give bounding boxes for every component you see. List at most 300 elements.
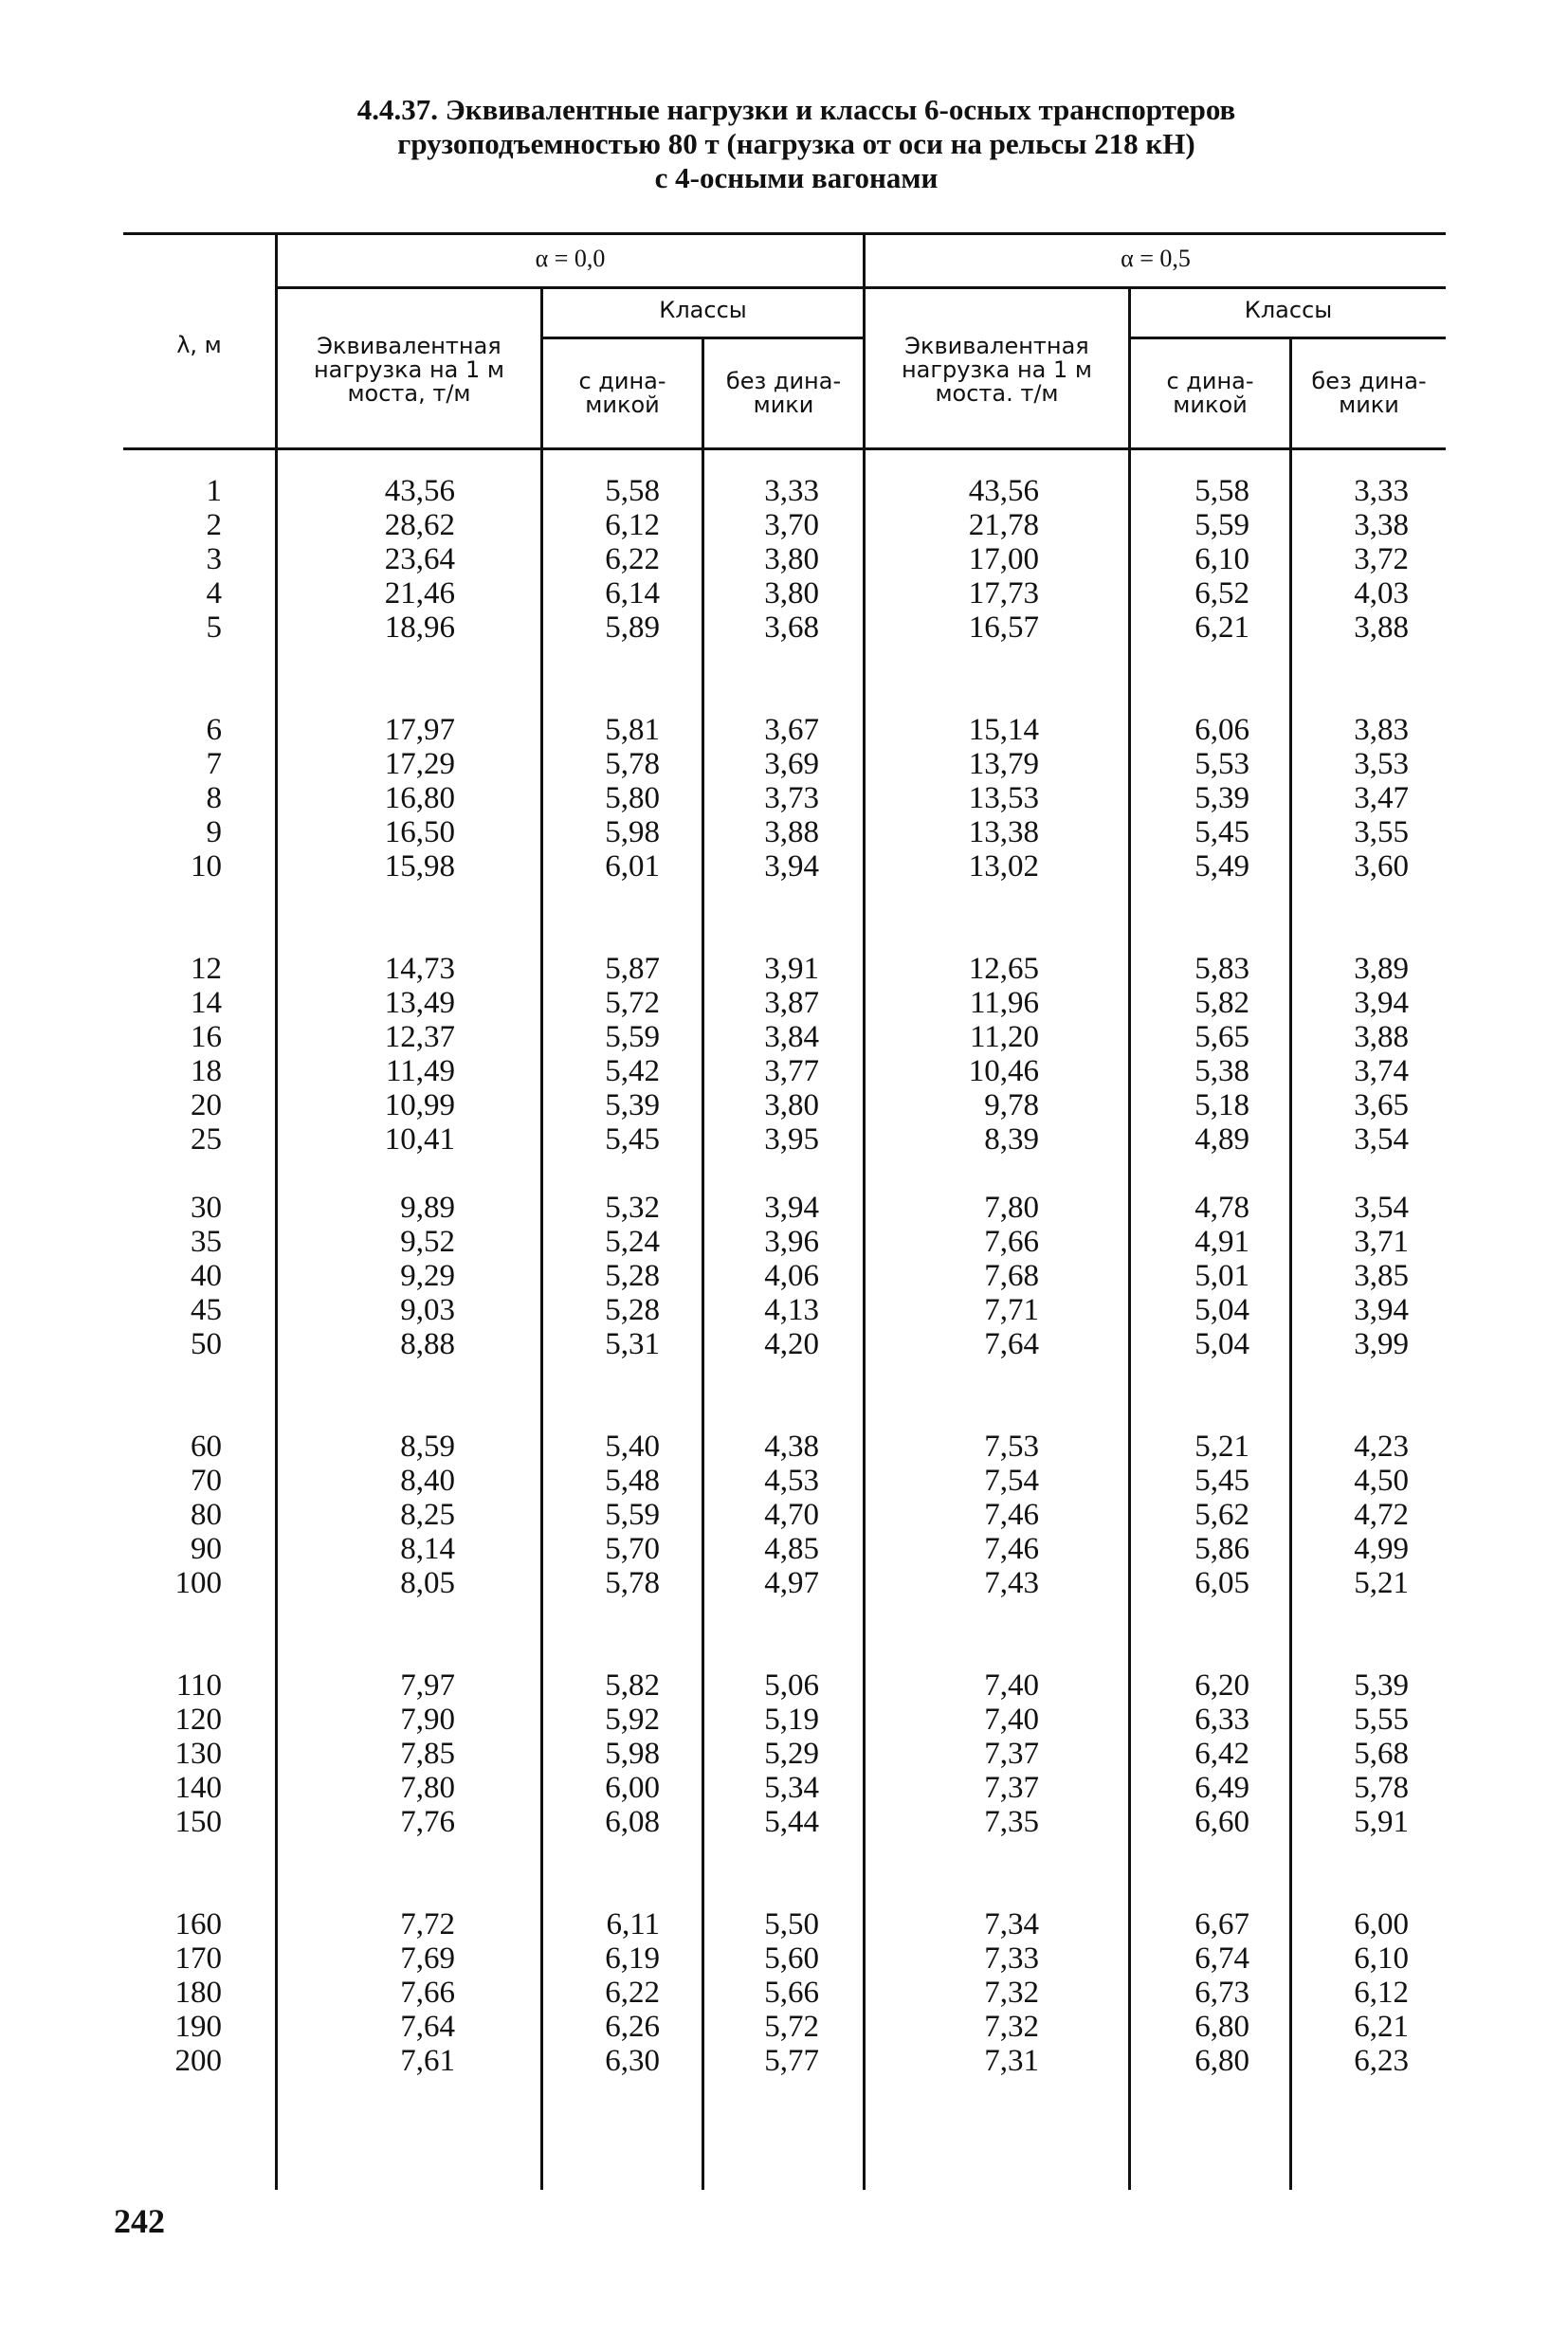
equiv-load-a0-cell: 23,64 bbox=[384, 542, 455, 576]
page-number: 242 bbox=[114, 2202, 165, 2240]
span-cell: 12 bbox=[191, 952, 222, 986]
span-cell: 4 bbox=[206, 576, 222, 611]
class-dyn-a0-cell: 5,48 bbox=[605, 1464, 660, 1498]
table-row bbox=[0, 2010, 1568, 2044]
equiv-load-a05-cell: 7,37 bbox=[984, 1737, 1039, 1771]
class-nodyn-a0-cell: 4,70 bbox=[764, 1498, 819, 1532]
span-cell: 90 bbox=[191, 1532, 222, 1566]
class-nodyn-a0-cell: 3,96 bbox=[764, 1225, 819, 1259]
class-dyn-a05-cell: 5,04 bbox=[1194, 1293, 1249, 1327]
row-group bbox=[0, 1191, 1568, 1430]
class-dyn-a05-cell: 6,80 bbox=[1194, 2010, 1249, 2044]
equiv-load-a05-cell: 17,73 bbox=[968, 576, 1039, 611]
class-dyn-a05-cell: 6,21 bbox=[1194, 611, 1249, 645]
equiv-load-a0-cell: 7,90 bbox=[400, 1703, 455, 1737]
span-cell: 9 bbox=[206, 815, 222, 849]
class-dyn-a0-cell: 5,70 bbox=[605, 1532, 660, 1566]
class-nodyn-a05-cell: 3,94 bbox=[1354, 1293, 1409, 1327]
class-nodyn-a0-cell: 3,91 bbox=[764, 952, 819, 986]
class-nodyn-a0-cell: 3,80 bbox=[764, 542, 819, 576]
equiv-load-a0-cell: 12,37 bbox=[384, 1020, 455, 1054]
table-row bbox=[0, 1327, 1568, 1361]
class-dyn-a05-cell: 5,01 bbox=[1194, 1259, 1249, 1293]
equiv-load-a0-cell: 7,85 bbox=[400, 1737, 455, 1771]
table-body bbox=[0, 474, 1568, 2146]
span-cell: 110 bbox=[175, 1668, 222, 1703]
class-nodyn-a0-cell: 3,69 bbox=[764, 747, 819, 781]
table-row bbox=[0, 1464, 1568, 1498]
class-nodyn-a05-cell: 3,85 bbox=[1354, 1259, 1409, 1293]
classes-rule-right bbox=[1128, 337, 1446, 339]
class-dyn-a05-cell: 5,49 bbox=[1194, 849, 1249, 884]
equiv-load-a0-cell: 9,29 bbox=[400, 1259, 455, 1293]
span-cell: 80 bbox=[191, 1498, 222, 1532]
equiv-load-a05-cell: 13,38 bbox=[968, 815, 1039, 849]
class-nodyn-a05-cell: 3,53 bbox=[1354, 747, 1409, 781]
equiv-load-a0-cell: 13,49 bbox=[384, 986, 455, 1020]
table-row bbox=[0, 1737, 1568, 1771]
header-without-dynamics-1 bbox=[704, 370, 863, 417]
class-nodyn-a0-cell: 4,85 bbox=[764, 1532, 819, 1566]
class-nodyn-a05-cell: 3,33 bbox=[1354, 474, 1409, 508]
equiv-load-a05-cell: 15,14 bbox=[968, 713, 1039, 747]
span-cell: 10 bbox=[191, 849, 222, 884]
table-row bbox=[0, 474, 1568, 508]
table-row bbox=[0, 1566, 1568, 1600]
class-dyn-a0-cell: 5,72 bbox=[605, 986, 660, 1020]
equiv-load-a05-cell: 7,37 bbox=[984, 1771, 1039, 1805]
span-cell: 8 bbox=[206, 781, 222, 815]
table-row bbox=[0, 1976, 1568, 2010]
equiv-load-a05-cell: 9,78 bbox=[984, 1088, 1039, 1122]
header-bottom-rule bbox=[123, 447, 1446, 450]
equiv-load-a05-cell: 13,79 bbox=[968, 747, 1039, 781]
class-nodyn-a0-cell: 3,84 bbox=[764, 1020, 819, 1054]
equiv-load-a05-cell: 7,33 bbox=[984, 1941, 1039, 1976]
class-dyn-a05-cell: 6,33 bbox=[1194, 1703, 1249, 1737]
class-nodyn-a0-cell: 5,19 bbox=[764, 1703, 819, 1737]
equiv-load-a05-cell: 7,46 bbox=[984, 1532, 1039, 1566]
header-dyn-line-1: с дина- bbox=[578, 368, 666, 394]
class-nodyn-a0-cell: 4,20 bbox=[764, 1327, 819, 1361]
class-nodyn-a0-cell: 4,13 bbox=[764, 1293, 819, 1327]
class-dyn-a05-cell: 5,83 bbox=[1194, 952, 1249, 986]
class-nodyn-a05-cell: 5,55 bbox=[1354, 1703, 1409, 1737]
class-nodyn-a05-cell: 3,71 bbox=[1354, 1225, 1409, 1259]
class-nodyn-a05-cell: 5,21 bbox=[1354, 1566, 1409, 1600]
class-nodyn-a05-cell: 3,94 bbox=[1354, 986, 1409, 1020]
class-dyn-a0-cell: 6,12 bbox=[605, 508, 660, 542]
class-nodyn-a05-cell: 3,55 bbox=[1354, 815, 1409, 849]
class-nodyn-a0-cell: 5,72 bbox=[764, 2010, 819, 2044]
header-dyn2-line-1: с дина- bbox=[1166, 368, 1254, 394]
class-dyn-a05-cell: 5,53 bbox=[1194, 747, 1249, 781]
class-nodyn-a05-cell: 6,21 bbox=[1354, 2010, 1409, 2044]
class-nodyn-a0-cell: 5,34 bbox=[764, 1771, 819, 1805]
span-cell: 30 bbox=[191, 1191, 222, 1225]
equiv-load-a05-cell: 10,46 bbox=[968, 1054, 1039, 1088]
header-equiv-load-1 bbox=[278, 335, 540, 406]
equiv-load-a0-cell: 17,97 bbox=[384, 713, 455, 747]
equiv-load-a0-cell: 28,62 bbox=[384, 508, 455, 542]
table-row bbox=[0, 1191, 1568, 1225]
equiv-load-a05-cell: 16,57 bbox=[968, 611, 1039, 645]
class-dyn-a0-cell: 5,28 bbox=[605, 1259, 660, 1293]
class-dyn-a0-cell: 5,78 bbox=[605, 1566, 660, 1600]
class-dyn-a05-cell: 6,80 bbox=[1194, 2044, 1249, 2078]
equiv-load-a0-cell: 9,89 bbox=[400, 1191, 455, 1225]
equiv-load-a05-cell: 7,46 bbox=[984, 1498, 1039, 1532]
table-row bbox=[0, 1805, 1568, 1839]
class-nodyn-a0-cell: 3,73 bbox=[764, 781, 819, 815]
class-nodyn-a0-cell: 5,77 bbox=[764, 2044, 819, 2078]
class-dyn-a0-cell: 5,89 bbox=[605, 611, 660, 645]
equiv-load-a0-cell: 14,73 bbox=[384, 952, 455, 986]
class-dyn-a05-cell: 5,86 bbox=[1194, 1532, 1249, 1566]
span-cell: 70 bbox=[191, 1464, 222, 1498]
table-row bbox=[0, 781, 1568, 815]
table-title bbox=[228, 93, 1365, 195]
class-nodyn-a0-cell: 3,87 bbox=[764, 986, 819, 1020]
equiv-load-a0-cell: 7,69 bbox=[400, 1941, 455, 1976]
class-nodyn-a05-cell: 4,99 bbox=[1354, 1532, 1409, 1566]
class-nodyn-a05-cell: 4,03 bbox=[1354, 576, 1409, 611]
equiv-load-a05-cell: 7,32 bbox=[984, 1976, 1039, 2010]
header-equiv2-line-1: Эквивалентная bbox=[904, 333, 1089, 359]
equiv-load-a0-cell: 15,98 bbox=[384, 849, 455, 884]
class-nodyn-a05-cell: 4,23 bbox=[1354, 1430, 1409, 1464]
equiv-load-a05-cell: 11,20 bbox=[969, 1020, 1039, 1054]
class-dyn-a05-cell: 4,91 bbox=[1194, 1225, 1249, 1259]
equiv-load-a0-cell: 18,96 bbox=[384, 611, 455, 645]
class-nodyn-a0-cell: 3,80 bbox=[764, 576, 819, 611]
equiv-load-a05-cell: 7,80 bbox=[984, 1191, 1039, 1225]
class-nodyn-a0-cell: 3,67 bbox=[764, 713, 819, 747]
equiv-load-a05-cell: 13,02 bbox=[968, 849, 1039, 884]
equiv-load-a0-cell: 10,41 bbox=[384, 1122, 455, 1157]
class-dyn-a05-cell: 5,38 bbox=[1194, 1054, 1249, 1088]
class-nodyn-a0-cell: 4,97 bbox=[764, 1566, 819, 1600]
class-nodyn-a05-cell: 3,65 bbox=[1354, 1088, 1409, 1122]
header-nodyn2-line-2: мики bbox=[1339, 392, 1399, 418]
table-row bbox=[0, 815, 1568, 849]
class-dyn-a05-cell: 5,04 bbox=[1194, 1327, 1249, 1361]
header-nodyn-line-2: мики bbox=[753, 392, 814, 418]
class-dyn-a05-cell: 5,18 bbox=[1194, 1088, 1249, 1122]
span-cell: 100 bbox=[174, 1566, 222, 1600]
class-nodyn-a0-cell: 3,80 bbox=[764, 1088, 819, 1122]
class-dyn-a0-cell: 5,39 bbox=[605, 1088, 660, 1122]
class-nodyn-a0-cell: 5,60 bbox=[764, 1941, 819, 1976]
header-equiv-line-2: нагрузка на 1 м bbox=[313, 356, 505, 383]
class-dyn-a05-cell: 5,65 bbox=[1194, 1020, 1249, 1054]
class-nodyn-a0-cell: 4,38 bbox=[764, 1430, 819, 1464]
class-dyn-a05-cell: 5,45 bbox=[1194, 815, 1249, 849]
equiv-load-a05-cell: 11,96 bbox=[969, 986, 1039, 1020]
span-cell: 60 bbox=[191, 1430, 222, 1464]
span-cell: 50 bbox=[191, 1327, 222, 1361]
class-dyn-a0-cell: 6,11 bbox=[606, 1907, 660, 1941]
title-line-3: с 4-осными вагонами bbox=[654, 161, 939, 194]
class-dyn-a05-cell: 4,89 bbox=[1194, 1122, 1249, 1157]
table-row bbox=[0, 508, 1568, 542]
table-row bbox=[0, 986, 1568, 1020]
class-dyn-a0-cell: 6,00 bbox=[605, 1771, 660, 1805]
equiv-load-a05-cell: 7,64 bbox=[984, 1327, 1039, 1361]
class-dyn-a0-cell: 5,81 bbox=[605, 713, 660, 747]
class-dyn-a05-cell: 5,39 bbox=[1194, 781, 1249, 815]
equiv-load-a0-cell: 11,49 bbox=[385, 1054, 455, 1088]
table-row bbox=[0, 1225, 1568, 1259]
class-nodyn-a0-cell: 5,44 bbox=[764, 1805, 819, 1839]
equiv-load-a0-cell: 17,29 bbox=[384, 747, 455, 781]
class-nodyn-a0-cell: 4,06 bbox=[764, 1259, 819, 1293]
class-nodyn-a0-cell: 5,06 bbox=[764, 1668, 819, 1703]
class-nodyn-a0-cell: 4,53 bbox=[764, 1464, 819, 1498]
class-nodyn-a05-cell: 5,68 bbox=[1354, 1737, 1409, 1771]
header-nodyn2-line-1: без дина- bbox=[1311, 368, 1427, 394]
class-dyn-a0-cell: 5,28 bbox=[605, 1293, 660, 1327]
equiv-load-a05-cell: 7,71 bbox=[984, 1293, 1039, 1327]
span-cell: 40 bbox=[191, 1259, 222, 1293]
span-cell: 2 bbox=[206, 508, 222, 542]
class-nodyn-a0-cell: 5,66 bbox=[764, 1976, 819, 2010]
class-nodyn-a0-cell: 3,68 bbox=[764, 611, 819, 645]
class-dyn-a0-cell: 6,22 bbox=[605, 1976, 660, 2010]
row-group bbox=[0, 1907, 1568, 2146]
class-dyn-a05-cell: 6,60 bbox=[1194, 1805, 1249, 1839]
class-dyn-a05-cell: 6,42 bbox=[1194, 1737, 1249, 1771]
class-dyn-a0-cell: 5,98 bbox=[605, 815, 660, 849]
alpha-rule bbox=[275, 286, 1446, 289]
span-cell: 130 bbox=[174, 1737, 222, 1771]
span-cell: 1 bbox=[206, 474, 222, 508]
header-equiv-line-3: моста, т/м bbox=[347, 380, 471, 407]
class-nodyn-a0-cell: 5,50 bbox=[764, 1907, 819, 1941]
equiv-load-a0-cell: 8,05 bbox=[400, 1566, 455, 1600]
class-nodyn-a05-cell: 5,78 bbox=[1354, 1771, 1409, 1805]
equiv-load-a05-cell: 7,32 bbox=[984, 2010, 1039, 2044]
class-nodyn-a0-cell: 3,33 bbox=[764, 474, 819, 508]
row-group bbox=[0, 1430, 1568, 1668]
class-dyn-a05-cell: 6,20 bbox=[1194, 1668, 1249, 1703]
title-line-2: грузоподъемностью 80 т (нагрузка от оси на рельсы 218 кН) bbox=[397, 127, 1195, 160]
span-cell: 120 bbox=[174, 1703, 222, 1737]
class-dyn-a05-cell: 6,10 bbox=[1194, 542, 1249, 576]
class-dyn-a0-cell: 6,08 bbox=[605, 1805, 660, 1839]
header-nodyn-line-1: без дина- bbox=[725, 368, 842, 394]
class-dyn-a05-cell: 6,52 bbox=[1194, 576, 1249, 611]
class-nodyn-a0-cell: 3,95 bbox=[764, 1122, 819, 1157]
class-nodyn-a05-cell: 3,99 bbox=[1354, 1327, 1409, 1361]
class-dyn-a05-cell: 6,49 bbox=[1194, 1771, 1249, 1805]
equiv-load-a0-cell: 21,46 bbox=[384, 576, 455, 611]
class-dyn-a05-cell: 5,62 bbox=[1194, 1498, 1249, 1532]
equiv-load-a05-cell: 13,53 bbox=[968, 781, 1039, 815]
class-dyn-a05-cell: 6,05 bbox=[1194, 1566, 1249, 1600]
class-dyn-a0-cell: 5,42 bbox=[605, 1054, 660, 1088]
equiv-load-a0-cell: 7,64 bbox=[400, 2010, 455, 2044]
equiv-load-a0-cell: 7,97 bbox=[400, 1668, 455, 1703]
equiv-load-a0-cell: 8,88 bbox=[400, 1327, 455, 1361]
span-cell: 160 bbox=[174, 1907, 222, 1941]
table-row bbox=[0, 713, 1568, 747]
equiv-load-a05-cell: 7,40 bbox=[984, 1703, 1039, 1737]
equiv-load-a05-cell: 7,53 bbox=[984, 1430, 1039, 1464]
table-row bbox=[0, 1941, 1568, 1976]
header-equiv-line-1: Эквивалентная bbox=[317, 333, 501, 359]
class-nodyn-a0-cell: 5,29 bbox=[764, 1737, 819, 1771]
class-dyn-a0-cell: 5,58 bbox=[605, 474, 660, 508]
class-nodyn-a05-cell: 6,23 bbox=[1354, 2044, 1409, 2078]
span-cell: 180 bbox=[174, 1976, 222, 2010]
equiv-load-a05-cell: 7,40 bbox=[984, 1668, 1039, 1703]
row-group bbox=[0, 713, 1568, 952]
class-dyn-a0-cell: 5,98 bbox=[605, 1737, 660, 1771]
table-row bbox=[0, 747, 1568, 781]
class-dyn-a05-cell: 6,06 bbox=[1194, 713, 1249, 747]
table-row bbox=[0, 1430, 1568, 1464]
class-nodyn-a05-cell: 6,10 bbox=[1354, 1941, 1409, 1976]
class-nodyn-a05-cell: 3,83 bbox=[1354, 713, 1409, 747]
header-equiv-load-2 bbox=[866, 335, 1128, 406]
class-dyn-a0-cell: 6,26 bbox=[605, 2010, 660, 2044]
header-equiv2-line-2: нагрузка на 1 м bbox=[901, 356, 1093, 383]
table-row bbox=[0, 1259, 1568, 1293]
table-row bbox=[0, 1498, 1568, 1532]
equiv-load-a05-cell: 7,34 bbox=[984, 1907, 1039, 1941]
row-group bbox=[0, 952, 1568, 1191]
span-cell: 3 bbox=[206, 542, 222, 576]
span-cell: 140 bbox=[174, 1771, 222, 1805]
class-dyn-a0-cell: 5,31 bbox=[605, 1327, 660, 1361]
class-nodyn-a05-cell: 3,89 bbox=[1354, 952, 1409, 986]
span-cell: 150 bbox=[174, 1805, 222, 1839]
equiv-load-a0-cell: 7,80 bbox=[400, 1771, 455, 1805]
class-nodyn-a05-cell: 4,50 bbox=[1354, 1464, 1409, 1498]
title-line-1: 4.4.37. Эквивалентные нагрузки и классы 6-осных транспортеров bbox=[356, 93, 1236, 126]
class-nodyn-a0-cell: 3,88 bbox=[764, 815, 819, 849]
table-row bbox=[0, 1088, 1568, 1122]
class-nodyn-a05-cell: 3,74 bbox=[1354, 1054, 1409, 1088]
class-dyn-a05-cell: 5,21 bbox=[1194, 1430, 1249, 1464]
class-dyn-a0-cell: 5,82 bbox=[605, 1668, 660, 1703]
table-row bbox=[0, 952, 1568, 986]
class-dyn-a05-cell: 5,45 bbox=[1194, 1464, 1249, 1498]
class-nodyn-a05-cell: 3,54 bbox=[1354, 1122, 1409, 1157]
span-cell: 190 bbox=[174, 2010, 222, 2044]
class-dyn-a0-cell: 5,40 bbox=[605, 1430, 660, 1464]
span-cell: 7 bbox=[206, 747, 222, 781]
equiv-load-a0-cell: 7,72 bbox=[400, 1907, 455, 1941]
equiv-load-a05-cell: 7,43 bbox=[984, 1566, 1039, 1600]
equiv-load-a0-cell: 7,76 bbox=[400, 1805, 455, 1839]
equiv-load-a0-cell: 10,99 bbox=[384, 1088, 455, 1122]
header-alpha-0: α = 0,0 bbox=[535, 245, 606, 272]
class-dyn-a0-cell: 5,78 bbox=[605, 747, 660, 781]
class-dyn-a05-cell: 4,78 bbox=[1194, 1191, 1249, 1225]
span-cell: 6 bbox=[206, 713, 222, 747]
class-nodyn-a05-cell: 4,72 bbox=[1354, 1498, 1409, 1532]
class-dyn-a05-cell: 5,82 bbox=[1194, 986, 1249, 1020]
class-dyn-a05-cell: 5,58 bbox=[1194, 474, 1249, 508]
class-dyn-a0-cell: 5,80 bbox=[605, 781, 660, 815]
class-nodyn-a05-cell: 3,60 bbox=[1354, 849, 1409, 884]
span-cell: 20 bbox=[191, 1088, 222, 1122]
class-nodyn-a05-cell: 3,88 bbox=[1354, 1020, 1409, 1054]
table-row bbox=[0, 1122, 1568, 1157]
class-nodyn-a0-cell: 3,70 bbox=[764, 508, 819, 542]
table-row bbox=[0, 2044, 1568, 2078]
class-nodyn-a05-cell: 6,00 bbox=[1354, 1907, 1409, 1941]
table-row bbox=[0, 1771, 1568, 1805]
class-nodyn-a05-cell: 3,72 bbox=[1354, 542, 1409, 576]
span-cell: 170 bbox=[174, 1941, 222, 1976]
equiv-load-a05-cell: 21,78 bbox=[968, 508, 1039, 542]
span-cell: 18 bbox=[191, 1054, 222, 1088]
class-dyn-a0-cell: 5,92 bbox=[605, 1703, 660, 1737]
class-nodyn-a05-cell: 3,88 bbox=[1354, 611, 1409, 645]
equiv-load-a0-cell: 43,56 bbox=[384, 474, 455, 508]
equiv-load-a05-cell: 43,56 bbox=[968, 474, 1039, 508]
table-row bbox=[0, 1907, 1568, 1941]
class-dyn-a0-cell: 6,14 bbox=[605, 576, 660, 611]
span-cell: 45 bbox=[191, 1293, 222, 1327]
table-row bbox=[0, 1703, 1568, 1737]
span-cell: 200 bbox=[174, 2044, 222, 2078]
class-nodyn-a05-cell: 3,47 bbox=[1354, 781, 1409, 815]
table-row bbox=[0, 611, 1568, 645]
equiv-load-a0-cell: 16,80 bbox=[384, 781, 455, 815]
equiv-load-a0-cell: 7,61 bbox=[400, 2044, 455, 2078]
equiv-load-a0-cell: 8,25 bbox=[400, 1498, 455, 1532]
equiv-load-a05-cell: 17,00 bbox=[968, 542, 1039, 576]
equiv-load-a05-cell: 7,31 bbox=[984, 2044, 1039, 2078]
equiv-load-a0-cell: 9,52 bbox=[400, 1225, 455, 1259]
equiv-load-a05-cell: 7,68 bbox=[984, 1259, 1039, 1293]
header-classes-1: Классы bbox=[659, 297, 747, 323]
span-cell: 25 bbox=[191, 1122, 222, 1157]
equiv-load-a0-cell: 8,14 bbox=[400, 1532, 455, 1566]
class-dyn-a05-cell: 5,59 bbox=[1194, 508, 1249, 542]
table-row bbox=[0, 576, 1568, 611]
class-dyn-a0-cell: 6,30 bbox=[605, 2044, 660, 2078]
class-dyn-a0-cell: 5,24 bbox=[605, 1225, 660, 1259]
span-cell: 14 bbox=[191, 986, 222, 1020]
equiv-load-a0-cell: 8,40 bbox=[400, 1464, 455, 1498]
table-row bbox=[0, 849, 1568, 884]
equiv-load-a05-cell: 7,35 bbox=[984, 1805, 1039, 1839]
class-nodyn-a05-cell: 3,54 bbox=[1354, 1191, 1409, 1225]
equiv-load-a05-cell: 7,54 bbox=[984, 1464, 1039, 1498]
class-dyn-a0-cell: 6,22 bbox=[605, 542, 660, 576]
header-dyn2-line-2: микой bbox=[1173, 392, 1248, 418]
class-dyn-a0-cell: 5,87 bbox=[605, 952, 660, 986]
equiv-load-a0-cell: 7,66 bbox=[400, 1976, 455, 2010]
equiv-load-a0-cell: 8,59 bbox=[400, 1430, 455, 1464]
class-dyn-a0-cell: 5,59 bbox=[605, 1498, 660, 1532]
span-cell: 35 bbox=[191, 1225, 222, 1259]
table-row bbox=[0, 1020, 1568, 1054]
class-nodyn-a0-cell: 3,94 bbox=[764, 1191, 819, 1225]
equiv-load-a0-cell: 16,50 bbox=[384, 815, 455, 849]
header-without-dynamics-2 bbox=[1292, 370, 1446, 417]
class-nodyn-a05-cell: 6,12 bbox=[1354, 1976, 1409, 2010]
class-nodyn-a05-cell: 5,39 bbox=[1354, 1668, 1409, 1703]
class-dyn-a0-cell: 6,19 bbox=[605, 1941, 660, 1976]
table-row bbox=[0, 1532, 1568, 1566]
class-dyn-a0-cell: 5,45 bbox=[605, 1122, 660, 1157]
